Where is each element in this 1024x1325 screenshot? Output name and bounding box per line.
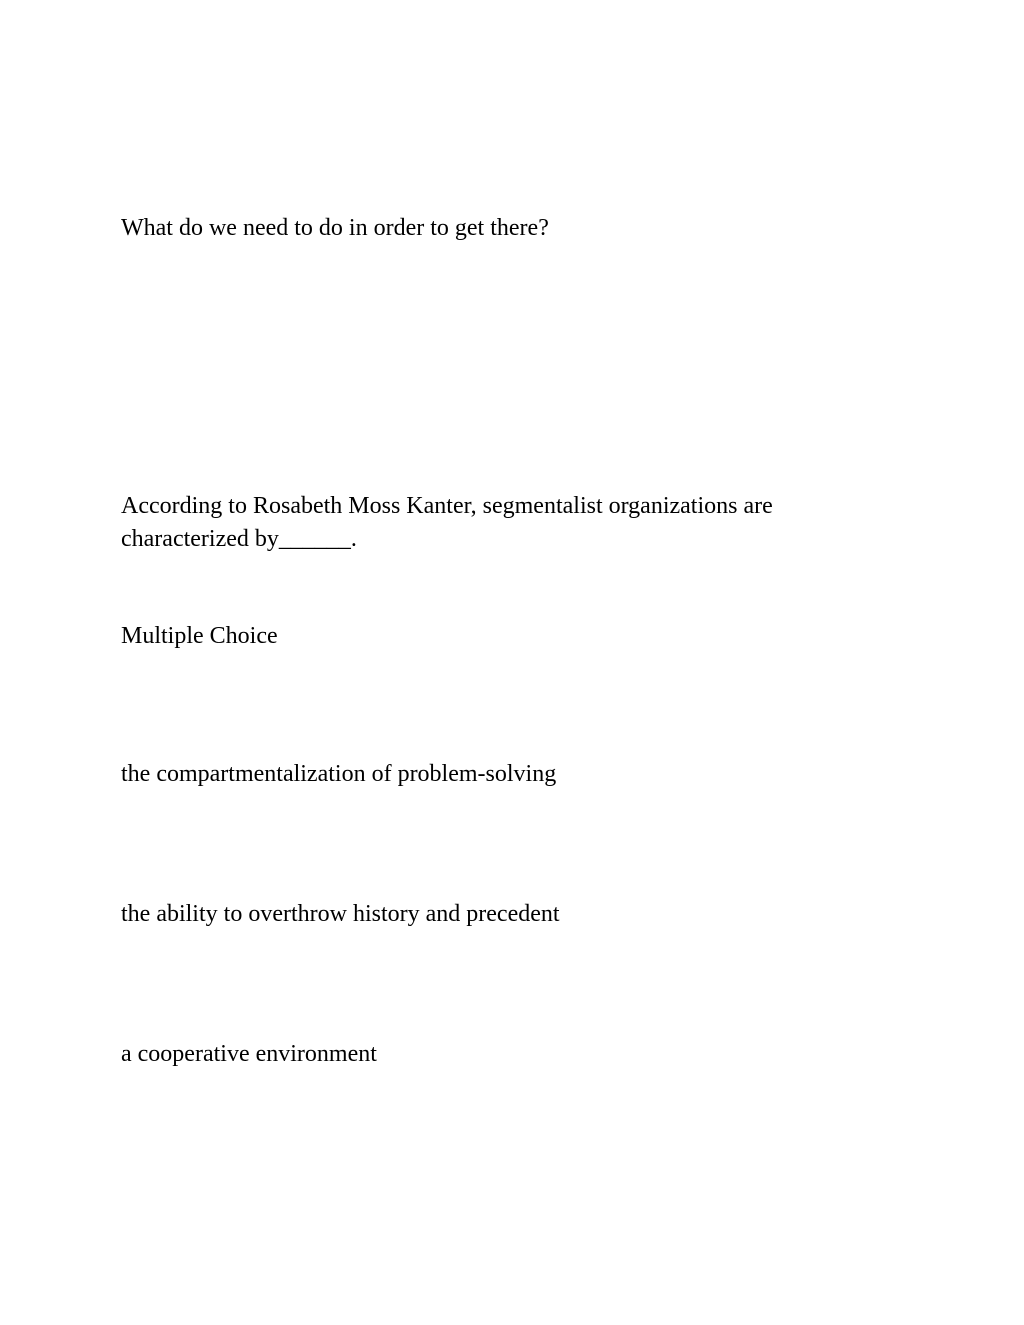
answer-option[interactable]: the compartmentalization of problem-solving <box>121 761 557 787</box>
answer-option[interactable]: the ability to overthrow history and precedent <box>121 901 560 927</box>
question-line-1: According to Rosabeth Moss Kanter, segmentalist organizations are <box>121 493 773 519</box>
question-prompt <box>121 490 881 556</box>
previous-question-text: What do we need to do in order to get there? <box>121 215 549 241</box>
answer-option[interactable]: a cooperative environment <box>121 1041 377 1067</box>
question-line-2: characterized by______. <box>121 526 357 552</box>
question-type-label: Multiple Choice <box>121 623 278 649</box>
